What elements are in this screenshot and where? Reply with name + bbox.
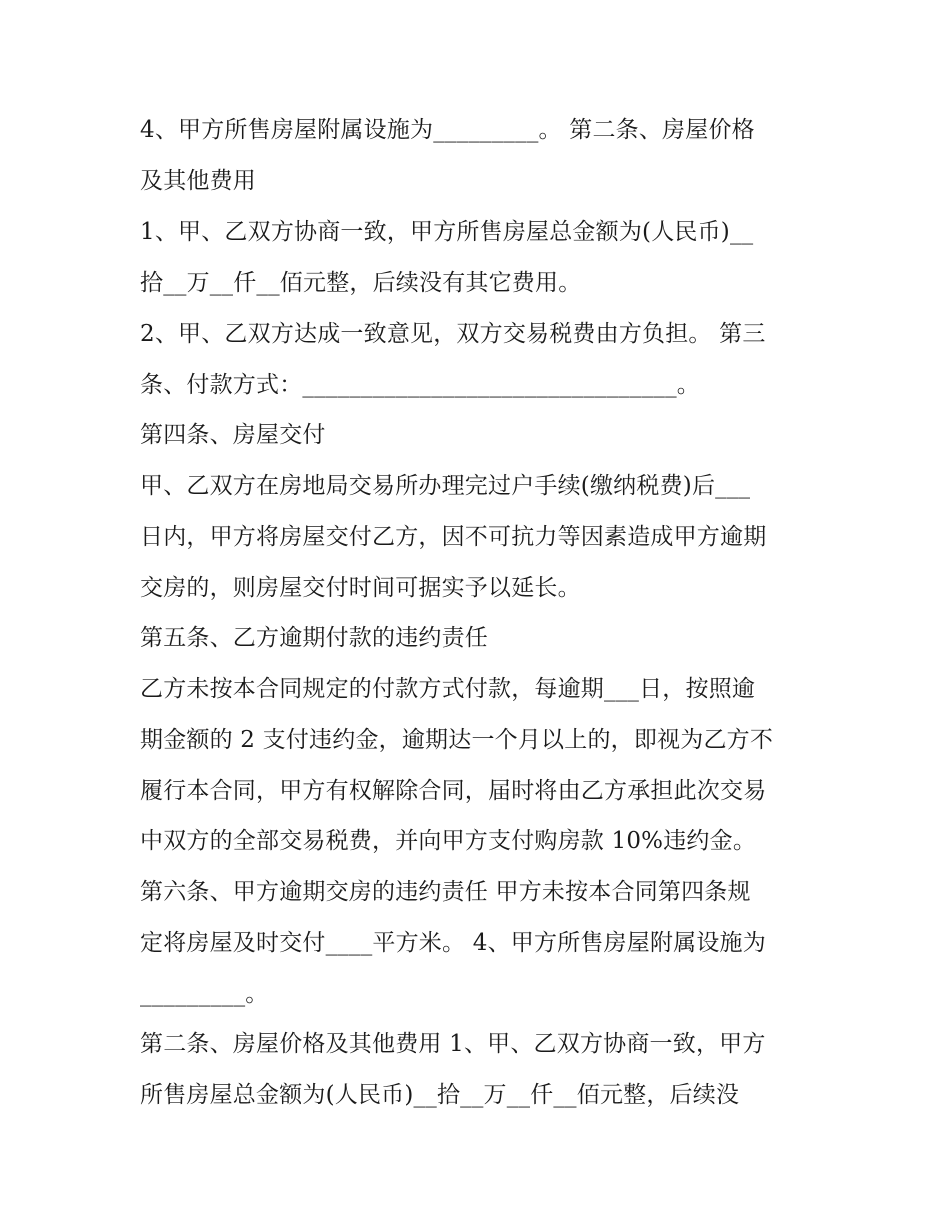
text-line: 所售房屋总金额为(人民币)__拾__万__仟__佰元整，后续没 <box>140 1082 740 1108</box>
text-line: 拾__万__仟__佰元整，后续没有其它费用。 <box>140 270 582 296</box>
text-line: 履行本合同，甲方有权解除合同，届时将由乙方承担此次交易 <box>140 778 767 804</box>
text-line: 中双方的全部交易税费，并向甲方支付购房款 10%违约金。 <box>140 828 757 854</box>
text-line: 第六条、甲方逾期交房的违约责任 甲方未按本合同第四条规 <box>140 879 751 905</box>
text-line: 及其他费用 <box>140 168 256 194</box>
text-line: 期金额的 2 支付违约金，逾期达一个月以上的，即视为乙方不 <box>140 727 774 753</box>
text-line: 定将房屋及时交付____平方米。 4、甲方所售房屋附属设施为 <box>140 930 766 956</box>
section-heading: 第四条、房屋交付 <box>140 422 326 448</box>
text-line: 第二条、房屋价格及其他费用 1、甲、乙双方协商一致，甲方 <box>140 1031 766 1057</box>
text-line: _________。 <box>140 981 269 1007</box>
text-line: 日内，甲方将房屋交付乙方，因不可抗力等因素造成甲方逾期 <box>140 524 767 550</box>
text-line: 4、甲方所售房屋附属设施为_________。 第二条、房屋价格 <box>140 117 755 143</box>
text-line: 甲、乙双方在房地局交易所办理完过户手续(缴纳税费)后___ <box>140 473 751 499</box>
text-line: 2、甲、乙双方达成一致意见，双方交易税费由方负担。 第三 <box>140 321 766 347</box>
text-line: 1、甲、乙双方协商一致，甲方所售房屋总金额为(人民币)__ <box>140 219 754 245</box>
text-line: 交房的，则房屋交付时间可据实予以延长。 <box>140 575 581 601</box>
text-line: 条、付款方式：________________________________。 <box>140 372 700 398</box>
text-line: 乙方未按本合同规定的付款方式付款，每逾期___日，按照逾 <box>140 676 756 702</box>
section-heading: 第五条、乙方逾期付款的违约责任 <box>140 625 488 651</box>
